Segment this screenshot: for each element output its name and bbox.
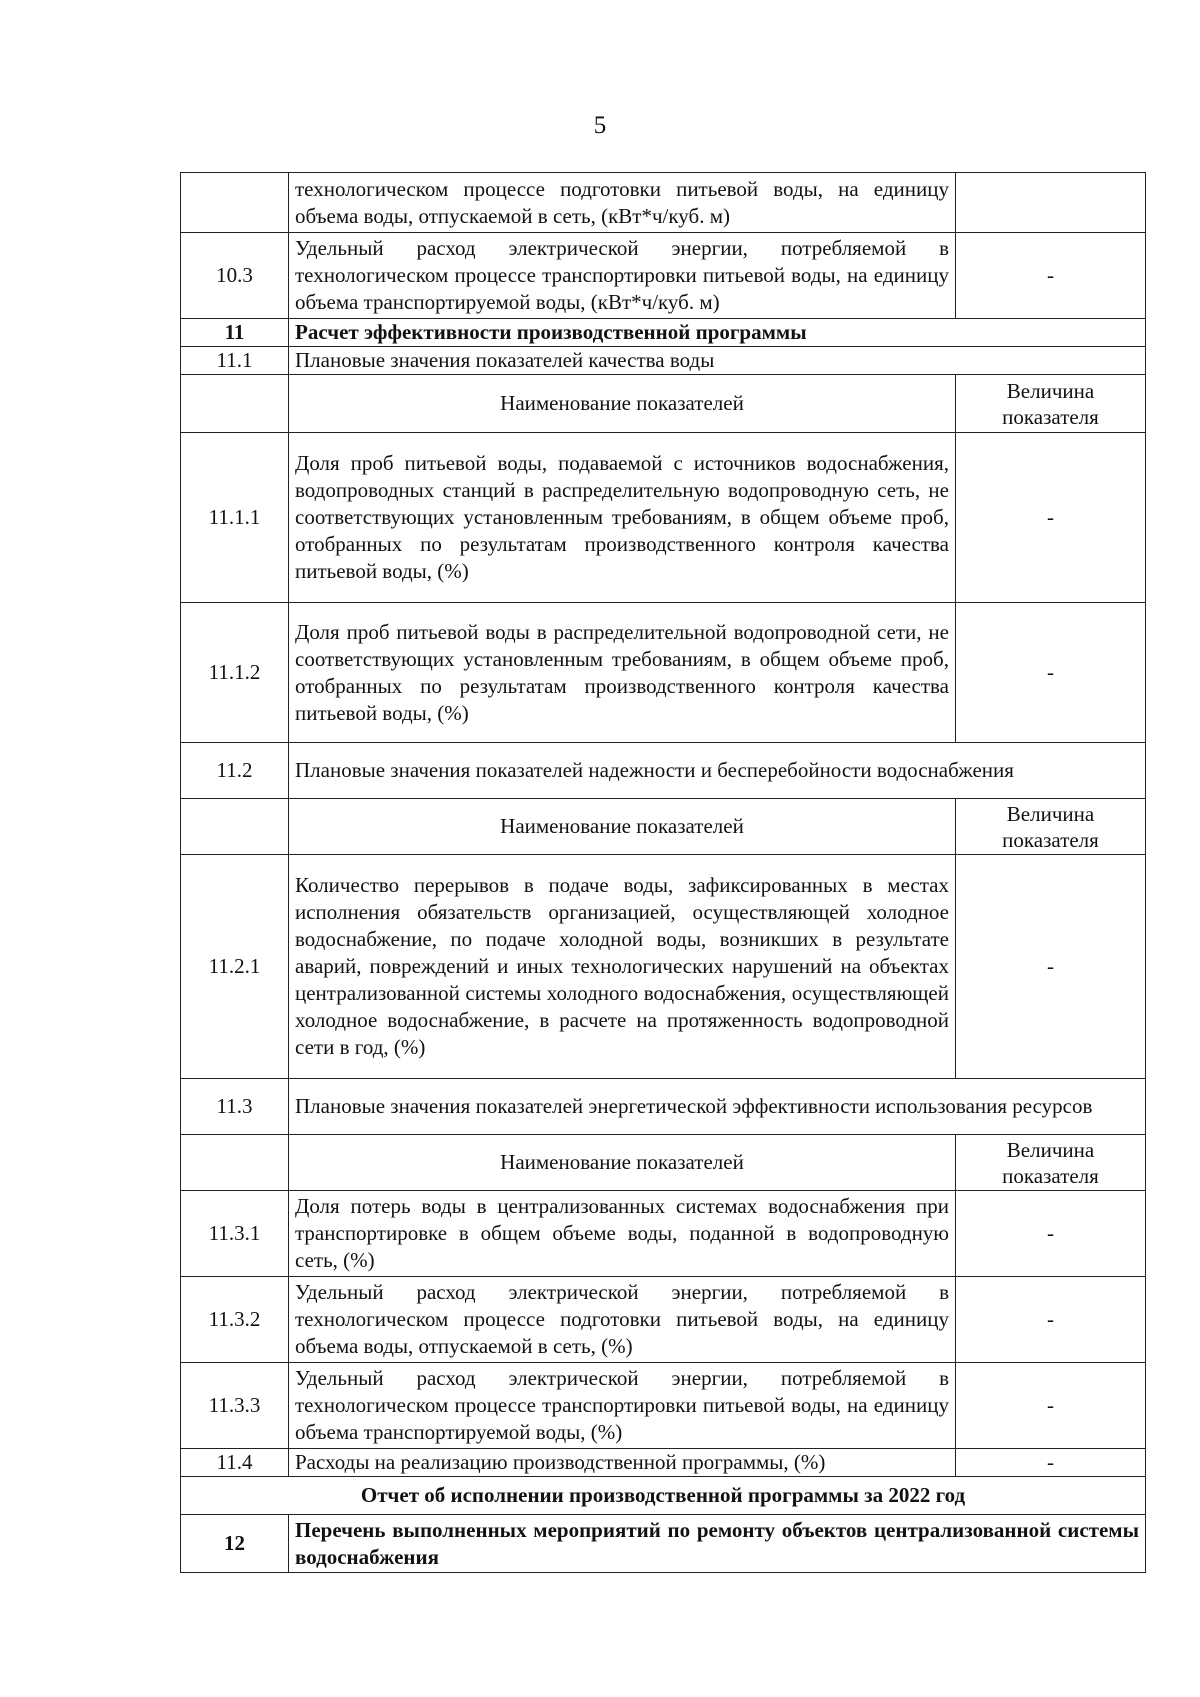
subsection-row — [181, 347, 1146, 375]
row-text: Удельный расход электрической энергии, потребляемой в технологическом процессе транспортировки питьевой воды, на единицу объема транспортируемой воды, (%) — [289, 1363, 956, 1449]
indicators-table — [180, 172, 1146, 1573]
report-title-row — [181, 1477, 1146, 1515]
row-text: Расходы на реализацию производственной программы, (%) — [289, 1449, 956, 1477]
row-value: - — [956, 1277, 1146, 1363]
row-text: Удельный расход электрической энергии, потребляемой в технологическом процессе подготовки питьевой воды, на единицу объема воды, отпускаемой в сеть, (%) — [289, 1277, 956, 1363]
row-value: - — [956, 233, 1146, 319]
section-number: 12 — [181, 1515, 289, 1573]
row-text: Доля проб питьевой воды в распределительной водопроводной сети, не соответствующих установленным требованиям, в общем объеме проб, отобранных по результатам производственного контроля качества питьевой воды, (%) — [289, 603, 956, 743]
row-number: 11.1.1 — [181, 433, 289, 603]
row-number: 11.3.1 — [181, 1191, 289, 1277]
column-header-row — [181, 375, 1146, 433]
page-number: 5 — [593, 112, 607, 139]
table-row — [181, 173, 1146, 233]
subsection-title: Плановые значения показателей качества воды — [289, 347, 1146, 375]
subsection-row — [181, 743, 1146, 799]
row-value: - — [956, 1449, 1146, 1477]
column-header-row — [181, 799, 1146, 855]
column-header-row — [181, 1135, 1146, 1191]
row-text: Удельный расход электрической энергии, потребляемой в технологическом процессе транспортировки питьевой воды, на единицу объема транспортируемой воды, (кВт*ч/куб. м) — [289, 233, 956, 319]
row-text: Доля потерь воды в централизованных системах водоснабжения при транспортировке в общем объеме воды, поданной в водопроводную сеть, (%) — [289, 1191, 956, 1277]
table-row — [181, 1449, 1146, 1477]
row-text: технологическом процессе подготовки питьевой воды, на единицу объема воды, отпускаемой в сеть, (кВт*ч/куб. м) — [289, 173, 956, 233]
indicator-value-header: Величина показателя — [956, 1135, 1146, 1191]
row-text: Доля проб питьевой воды, подаваемой с источников водоснабжения, водопроводных станций в распределительную водопроводную сеть, не соответствующих установленным требованиям, в общем объеме проб, отобранных по результатам производственного контроля качества питьевой воды, (%) — [289, 433, 956, 603]
table-row — [181, 433, 1146, 603]
row-value: - — [956, 1191, 1146, 1277]
subsection-title: Плановые значения показателей надежности и бесперебойности водоснабжения — [289, 743, 1146, 799]
indicator-value-header: Величина показателя — [956, 375, 1146, 433]
row-number: 10.3 — [181, 233, 289, 319]
subsection-row — [181, 1079, 1146, 1135]
row-value: - — [956, 433, 1146, 603]
row-number: 11.3.2 — [181, 1277, 289, 1363]
table-row — [181, 855, 1146, 1079]
section-row — [181, 1515, 1146, 1573]
section-title: Расчет эффективности производственной программы — [289, 319, 1146, 347]
row-number: 11.3.3 — [181, 1363, 289, 1449]
table-row — [181, 1191, 1146, 1277]
section-number: 11 — [181, 319, 289, 347]
row-number: 11.1.2 — [181, 603, 289, 743]
subsection-title: Плановые значения показателей энергетической эффективности использования ресурсов — [289, 1079, 1146, 1135]
indicator-name-header: Наименование показателей — [289, 1135, 956, 1191]
row-value: - — [956, 855, 1146, 1079]
row-value — [956, 173, 1146, 233]
subsection-number: 11.1 — [181, 347, 289, 375]
subsection-number: 11.3 — [181, 1079, 289, 1135]
indicator-name-header: Наименование показателей — [289, 375, 956, 433]
report-title: Отчет об исполнении производственной программы за 2022 год — [181, 1477, 1146, 1515]
row-number: 11.4 — [181, 1449, 289, 1477]
table-row — [181, 1363, 1146, 1449]
row-text: Количество перерывов в подаче воды, зафиксированных в местах исполнения обязательств организацией, осуществляющей холодное водоснабжение, по подаче холодной воды, возникших в результате аварий, повреждений и иных технологических нарушений на объектах централизованной системы холодного водоснабжения, осуществляющей холодное водоснабжение, в расчете на протяженность водопроводной сети в год, (%) — [289, 855, 956, 1079]
table-row — [181, 603, 1146, 743]
table-row — [181, 1277, 1146, 1363]
subsection-number: 11.2 — [181, 743, 289, 799]
section-title: Перечень выполненных мероприятий по ремонту объектов централизованной системы водоснабжения — [289, 1515, 1146, 1573]
row-value: - — [956, 603, 1146, 743]
row-number — [181, 173, 289, 233]
table-row — [181, 233, 1146, 319]
indicator-value-header: Величина показателя — [956, 799, 1146, 855]
indicator-name-header: Наименование показателей — [289, 799, 956, 855]
section-row — [181, 319, 1146, 347]
row-value: - — [956, 1363, 1146, 1449]
row-number: 11.2.1 — [181, 855, 289, 1079]
